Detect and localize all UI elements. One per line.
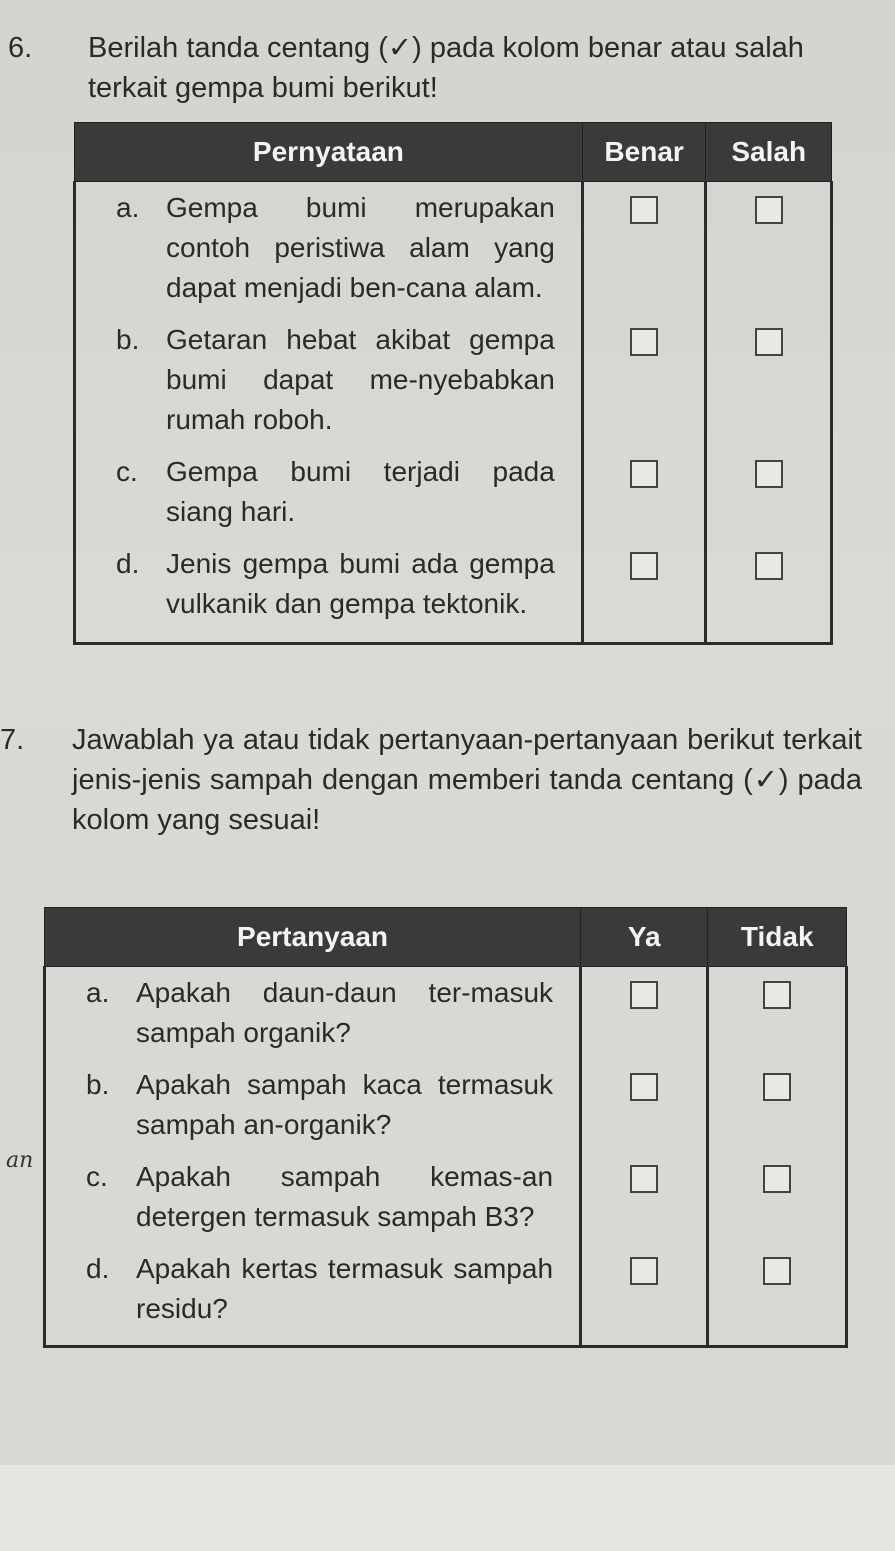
handwritten-margin-note: an (6, 1148, 34, 1173)
row-letter: c. (86, 1161, 108, 1192)
yes-no-table (43, 907, 848, 1348)
no-checkbox[interactable] (763, 981, 791, 1009)
question-number: 7. (0, 724, 25, 756)
table-row (45, 1059, 847, 1151)
table-row (45, 967, 847, 1060)
no-checkbox[interactable] (763, 1257, 791, 1285)
row-statement: Getaran hebat akibat gempa bumi dapat me-nyebabkan rumah roboh. (166, 324, 555, 435)
row-statement: Gempa bumi merupakan contoh peristiwa alam yang dapat menjadi ben-cana alam. (166, 192, 555, 303)
table-row (75, 182, 832, 315)
true-checkbox[interactable] (630, 552, 658, 580)
false-checkbox[interactable] (755, 552, 783, 580)
false-checkbox[interactable] (755, 460, 783, 488)
no-checkbox[interactable] (763, 1073, 791, 1101)
header-question: Pertanyaan (45, 908, 581, 967)
yes-checkbox[interactable] (630, 981, 658, 1009)
table-row (75, 538, 832, 644)
header-yes: Ya (581, 908, 708, 967)
header-statement: Pernyataan (75, 123, 583, 182)
row-statement: Gempa bumi terjadi pada siang hari. (166, 456, 555, 527)
row-letter: b. (116, 324, 140, 355)
header-false: Salah (706, 123, 832, 182)
true-checkbox[interactable] (630, 196, 658, 224)
table-row (75, 314, 832, 446)
true-false-table (73, 122, 833, 645)
row-letter: a. (116, 192, 140, 223)
row-letter: c. (116, 456, 138, 487)
false-checkbox[interactable] (755, 196, 783, 224)
true-checkbox[interactable] (630, 328, 658, 356)
row-letter: a. (86, 977, 110, 1008)
row-letter: d. (86, 1253, 110, 1284)
row-question: Apakah daun-daun ter-masuk sampah organik? (136, 977, 554, 1048)
page-background (0, 1465, 895, 1551)
table-row (45, 1243, 847, 1347)
table-row (45, 1151, 847, 1243)
question-text: Berilah tanda centang (✓) pada kolom benar atau salah terkait gempa bumi berikut! (88, 32, 804, 104)
true-checkbox[interactable] (630, 460, 658, 488)
row-question: Apakah sampah kemas-an detergen termasuk sampah B3? (136, 1161, 554, 1232)
row-question: Apakah sampah kaca termasuk sampah an-organik? (136, 1069, 554, 1140)
no-checkbox[interactable] (763, 1165, 791, 1193)
table-row (75, 446, 832, 538)
yes-checkbox[interactable] (630, 1257, 658, 1285)
row-letter: b. (86, 1069, 110, 1100)
yes-checkbox[interactable] (630, 1073, 658, 1101)
row-statement: Jenis gempa bumi ada gempa vulkanik dan gempa tektonik. (166, 548, 555, 619)
yes-checkbox[interactable] (630, 1165, 658, 1193)
header-true: Benar (582, 123, 706, 182)
false-checkbox[interactable] (755, 328, 783, 356)
question-number: 6. (8, 32, 33, 64)
row-letter: d. (116, 548, 140, 579)
question-text: Jawablah ya atau tidak pertanyaan-pertanyaan berikut terkait jenis-jenis sampah dengan memberi tanda centang (✓) pada kolom yang sesuai! (72, 724, 862, 836)
header-no: Tidak (708, 908, 847, 967)
row-question: Apakah kertas termasuk sampah residu? (136, 1253, 554, 1324)
